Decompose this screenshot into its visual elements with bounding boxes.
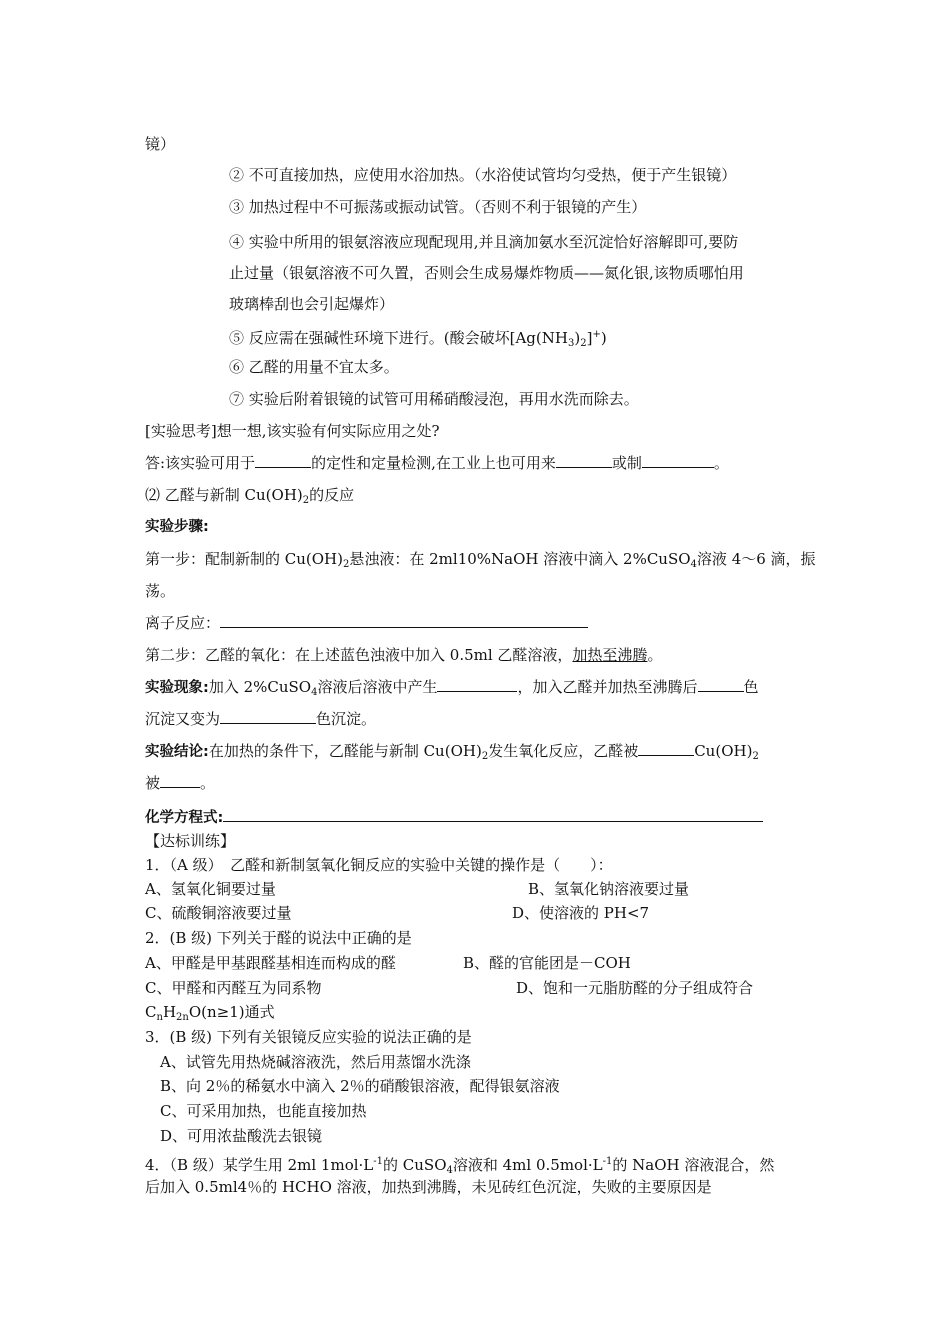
- blank[interactable]: [642, 452, 714, 468]
- q1-option-c: C、硫酸铜溶液要过量: [145, 904, 292, 922]
- note-7: ⑦ 实验后附着银镜的试管可用稀硝酸浸泡，再用水洗而除去。: [229, 390, 639, 408]
- blank[interactable]: [556, 452, 612, 468]
- q3-option-b: B、向 2％的稀氨水中滴入 2％的硝酸银溶液，配得银氨溶液: [160, 1077, 560, 1095]
- phenomenon: 实验现象:加入 2%CuSO$_4$溶液后溶液中产生 ，加入乙醛并加热至沸腾后 色: [145, 678, 759, 698]
- q2-option-d: D、饱和一元脂肪醛的分子组成符合: [516, 979, 754, 997]
- question-2: 2．(B 级) 下列关于醛的说法中正确的是: [145, 929, 412, 947]
- step-1: 第一步：配制新制的 $Cu(OH)_2$悬浊液：在 2ml10%NaOH 溶液中滴入 2%CuSO$_4$溶液 4～6 滴，振: [145, 550, 816, 570]
- think-question: [实验思考]想一想,该实验有何实际应用之处?: [145, 422, 440, 440]
- blank[interactable]: [220, 708, 316, 724]
- top-fragment: 镜）: [145, 135, 176, 153]
- think-answer: 答:该实验可用于 的定性和定量检测,在工业上也可用来 或制 。: [145, 454, 729, 472]
- q2-option-d-cont: $C_nH_{2n}O(n\ge 1)$通式: [145, 1003, 275, 1023]
- blank[interactable]: [255, 452, 311, 468]
- note-5: ⑤ 反应需在强碱性环境下进行。(酸会破坏$[Ag(NH_3)_2]^+$): [229, 329, 607, 349]
- conclusion: 实验结论:在加热的条件下，乙醛能与新制 $Cu(OH)_2$发生氧化反应，乙醛被 $Cu(OH)_2$: [145, 742, 759, 762]
- section-2-title: ⑵ 乙醛与新制 $Cu(OH)_2$的反应: [145, 486, 355, 506]
- training-title: 【达标训练】: [145, 832, 236, 850]
- question-4-cont: 后加入 0.5ml4％的 HCHO 溶液，加热到沸腾，未见砖红色沉淀，失败的主要原因是: [145, 1178, 712, 1196]
- note-2: ② 不可直接加热，应使用水浴加热。（水浴使试管均匀受热，便于产生银镜）: [229, 166, 737, 184]
- step-2: 第二步：乙醛的氧化：在上述蓝色浊液中加入 0.5ml 乙醛溶液，加热至沸腾。: [145, 646, 663, 664]
- note-3: ③ 加热过程中不可振荡或振动试管。（否则不利于银镜的产生）: [229, 198, 647, 216]
- q2-option-c: C、甲醛和丙醛互为同系物: [145, 979, 322, 997]
- conclusion-cont: 被 。: [145, 774, 216, 792]
- phenomenon-cont: 沉淀又变为 色沉淀。: [145, 710, 377, 728]
- q3-option-a: A、试管先用热烧碱溶液洗，然后用蒸馏水洗涤: [160, 1053, 471, 1071]
- equation: 化学方程式:: [145, 806, 763, 829]
- q3-option-d: D、可用浓盐酸洗去银镜: [160, 1127, 323, 1145]
- note-4-line3: 玻璃棒刮也会引起爆炸）: [229, 295, 395, 313]
- note-4-line1: ④ 实验中所用的银氨溶液应现配现用,并且滴加氨水至沉淀恰好溶解即可,要防: [229, 233, 739, 251]
- note-6: ⑥ 乙醛的用量不宜太多。: [229, 358, 399, 376]
- steps-label: 实验步骤:: [145, 519, 209, 535]
- q2-option-a: A、甲醛是甲基跟醛基相连而构成的醛: [145, 954, 396, 972]
- blank[interactable]: [223, 806, 763, 822]
- q3-option-c: C、可采用加热，也能直接加热: [160, 1102, 367, 1120]
- blank[interactable]: [698, 676, 744, 692]
- question-3: 3．(B 级) 下列有关银镜反应实验的说法正确的是: [145, 1028, 472, 1046]
- step-1-cont: 荡。: [145, 582, 176, 600]
- question-4: 4．（B 级）某学生用 2ml $1mol\cdot L^{-1}$的 CuSO$_4$溶液和 4ml $0.5mol\cdot L^{-1}$的 NaOH 溶液混合，然: [145, 1156, 775, 1176]
- blank[interactable]: [160, 772, 200, 788]
- ion-reaction: 离子反应：: [145, 612, 588, 634]
- question-1: 1．（A 级） 乙醛和新制氢氧化铜反应的实验中关键的操作是（ ）：: [145, 856, 613, 874]
- blank[interactable]: [437, 676, 517, 692]
- note-4-line2: 止过量（银氨溶液不可久置，否则会生成易爆炸物质——氮化银,该物质哪怕用: [229, 264, 744, 282]
- q1-option-a: A、氢氧化铜要过量: [145, 880, 276, 898]
- q1-option-b: B、氢氧化钠溶液要过量: [528, 880, 690, 898]
- q1-option-d: D、使溶液的 PH<7: [512, 904, 650, 922]
- blank[interactable]: [638, 740, 694, 756]
- blank[interactable]: [220, 612, 588, 628]
- q2-option-b: B、醛的官能团是－COH: [463, 954, 631, 972]
